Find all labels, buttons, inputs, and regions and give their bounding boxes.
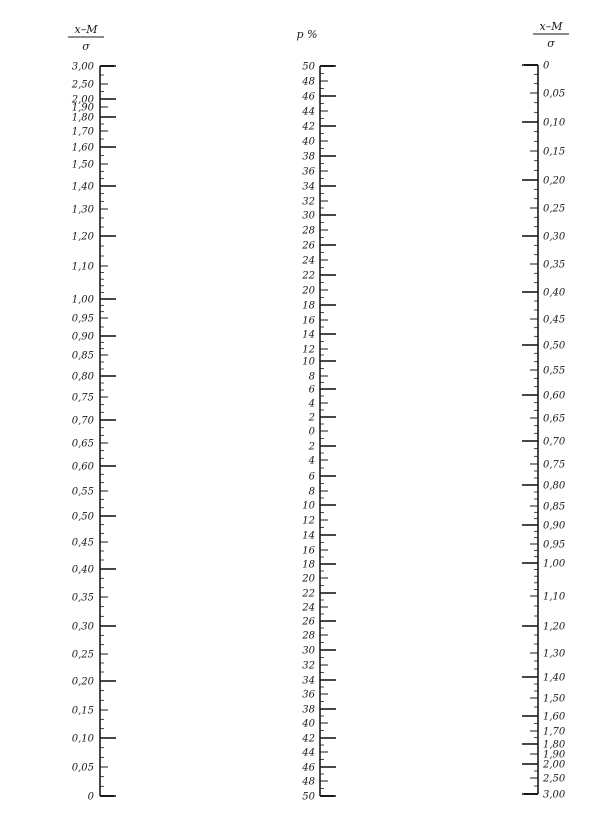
right-scale-tick-label: 3,00 xyxy=(543,789,566,801)
middle-scale-tick-label: 8 xyxy=(308,371,315,383)
middle-scale-tick-label: 38 xyxy=(302,151,315,163)
left-scale-tick-label: 0,50 xyxy=(71,511,94,523)
middle-scale-tick-label: 36 xyxy=(302,689,315,701)
left-header-numerator: x–M xyxy=(74,23,98,36)
middle-scale-tick-label: 38 xyxy=(302,704,315,716)
left-scale-tick-label: 1,30 xyxy=(71,204,94,216)
right-scale-tick-label: 0,25 xyxy=(543,203,566,215)
middle-scale-tick-label: 18 xyxy=(302,300,315,312)
right-scale-header xyxy=(533,20,569,50)
right-scale-tick-label: 0,15 xyxy=(543,146,566,158)
middle-scale-tick-label: 44 xyxy=(302,106,315,118)
middle-scale-tick-label: 6 xyxy=(308,471,315,483)
middle-scale-tick-label: 32 xyxy=(302,196,315,208)
right-scale-tick-label: 2,00 xyxy=(543,759,566,771)
middle-scale-tick-label: 46 xyxy=(302,91,315,103)
middle-scale-tick-label: 26 xyxy=(302,616,315,628)
right-scale-tick-label: 0,05 xyxy=(543,88,566,100)
left-scale-tick-label: 0,35 xyxy=(71,592,94,604)
middle-scale-tick-label: 4 xyxy=(308,455,315,467)
left-scale-tick-label: 1,10 xyxy=(71,261,94,273)
right-scale-tick-label: 0,75 xyxy=(543,459,566,471)
middle-scale-tick-label: 24 xyxy=(302,602,315,614)
middle-scale-tick-label: 14 xyxy=(302,329,315,341)
middle-scale-tick-label: 2 xyxy=(308,412,315,424)
right-scale-tick-label: 0,40 xyxy=(543,287,566,299)
middle-scale-tick-label: 48 xyxy=(302,76,315,88)
middle-scale-tick-label: 40 xyxy=(302,136,315,148)
left-scale-tick-label: 0 xyxy=(87,791,94,803)
left-scale-tick-label: 0,40 xyxy=(71,564,94,576)
left-scale-header xyxy=(68,23,104,53)
right-scale-tick-label: 0 xyxy=(543,60,550,72)
middle-scale-tick-label: 22 xyxy=(302,588,315,600)
left-scale-tick-label: 1,90 xyxy=(71,102,94,114)
left-scale-tick-label: 0,05 xyxy=(71,762,94,774)
right-header-denominator: σ xyxy=(547,37,555,50)
left-scale-tick-label: 0,85 xyxy=(71,350,94,362)
left-scale-tick-label: 0,30 xyxy=(71,621,94,633)
middle-scale-tick-label: 14 xyxy=(302,530,315,542)
left-scale-tick-label: 1,00 xyxy=(71,294,94,306)
middle-scale-tick-label: 26 xyxy=(302,240,315,252)
right-scale-tick-label: 0,60 xyxy=(543,390,566,402)
middle-scale-tick-label: 42 xyxy=(302,733,315,745)
right-scale-tick-label: 1,60 xyxy=(543,711,566,723)
right-scale-tick-label: 0,85 xyxy=(543,501,566,513)
middle-scale-tick-label: 2 xyxy=(308,441,315,453)
right-scale-tick-label: 1,00 xyxy=(543,558,566,570)
middle-scale-tick-label: 10 xyxy=(302,500,315,512)
middle-scale-tick-label: 48 xyxy=(302,776,315,788)
right-scale-tick-label: 1,90 xyxy=(543,749,566,761)
right-header-numerator: x–M xyxy=(539,20,563,33)
middle-scale-tick-label: 6 xyxy=(308,384,315,396)
left-scale-tick-label: 0,80 xyxy=(71,371,94,383)
left-scale-tick-label: 1,50 xyxy=(71,159,94,171)
left-header-denominator: σ xyxy=(82,40,90,53)
middle-scale-tick-label: 10 xyxy=(302,356,315,368)
right-scale-tick-label: 1,50 xyxy=(543,693,566,705)
middle-scale-tick-label: 18 xyxy=(302,559,315,571)
left-scale-tick-label: 0,25 xyxy=(71,649,94,661)
right-scale-tick-label: 1,40 xyxy=(543,672,566,684)
middle-scale xyxy=(301,62,336,803)
middle-scale-tick-label: 44 xyxy=(302,747,315,759)
right-scale-tick-label: 1,10 xyxy=(543,591,566,603)
left-scale-tick-label: 1,70 xyxy=(71,126,94,138)
left-scale-tick-label: 2,00 xyxy=(71,94,94,106)
left-scale-tick-label: 0,70 xyxy=(71,415,94,427)
left-scale-tick-label: 1,40 xyxy=(71,181,94,193)
right-scale-tick-label: 0,30 xyxy=(543,231,566,243)
middle-scale-tick-label: 24 xyxy=(302,255,315,267)
middle-scale-tick-label: 50 xyxy=(302,61,315,73)
middle-header-label: p % xyxy=(296,28,318,41)
left-scale-tick-label: 0,65 xyxy=(71,438,94,450)
middle-scale-tick-label: 32 xyxy=(302,660,315,672)
middle-scale-tick-label: 12 xyxy=(302,515,315,527)
left-scale-tick-label: 1,60 xyxy=(71,142,94,154)
middle-scale-tick-label: 40 xyxy=(302,718,315,730)
middle-scale-tick-label: 30 xyxy=(302,645,315,657)
right-scale-tick-label: 0,70 xyxy=(543,436,566,448)
left-scale-tick-label: 0,10 xyxy=(71,733,94,745)
middle-scale-tick-label: 20 xyxy=(302,573,315,585)
left-scale-tick-label: 0,75 xyxy=(71,392,94,404)
left-scale-tick-label: 0,60 xyxy=(71,461,94,473)
middle-scale-tick-label: 28 xyxy=(302,630,315,642)
right-scale-tick-label: 0,20 xyxy=(543,175,566,187)
right-scale-tick-label: 0,35 xyxy=(543,259,566,271)
middle-scale-tick-label: 8 xyxy=(308,486,315,498)
middle-scale-tick-label: 12 xyxy=(302,344,315,356)
middle-scale-tick-label: 42 xyxy=(302,121,315,133)
left-scale xyxy=(71,62,116,803)
middle-scale-tick-label: 22 xyxy=(302,270,315,282)
middle-scale-tick-label: 50 xyxy=(302,791,315,803)
right-scale-tick-label: 1,20 xyxy=(543,621,566,633)
right-scale-tick-label: 0,45 xyxy=(543,314,566,326)
middle-scale-tick-label: 28 xyxy=(302,225,315,237)
middle-scale-tick-label: 0 xyxy=(308,426,315,438)
left-scale-tick-label: 2,50 xyxy=(71,79,94,91)
right-scale-tick-label: 0,80 xyxy=(543,480,566,492)
right-scale-tick-label: 0,50 xyxy=(543,340,566,352)
middle-scale-tick-label: 36 xyxy=(302,166,315,178)
left-scale-tick-label: 0,45 xyxy=(71,537,94,549)
middle-scale-tick-label: 20 xyxy=(302,285,315,297)
middle-scale-header xyxy=(297,28,318,41)
right-scale-tick-label: 2,50 xyxy=(543,773,566,785)
left-scale-tick-label: 0,20 xyxy=(71,676,94,688)
left-scale-tick-label: 0,55 xyxy=(71,486,94,498)
right-scale-tick-label: 1,70 xyxy=(543,726,566,738)
right-scale-tick-label: 0,90 xyxy=(543,520,566,532)
left-scale-tick-label: 0,95 xyxy=(71,313,94,325)
right-scale-tick-label: 0,65 xyxy=(543,413,566,425)
left-scale-tick-label: 0,90 xyxy=(71,331,94,343)
left-scale-tick-label: 1,20 xyxy=(71,231,94,243)
middle-scale-tick-label: 16 xyxy=(302,545,315,557)
middle-scale-tick-label: 34 xyxy=(302,181,315,193)
middle-scale-tick-label: 16 xyxy=(302,315,315,327)
right-scale-tick-label: 0,55 xyxy=(543,365,566,377)
middle-scale-tick-label: 4 xyxy=(308,398,315,410)
left-scale-tick-label: 1,80 xyxy=(71,112,94,124)
middle-scale-tick-label: 30 xyxy=(302,210,315,222)
right-scale xyxy=(522,61,566,801)
middle-scale-tick-label: 34 xyxy=(302,675,315,687)
right-scale-tick-label: 1,80 xyxy=(543,739,566,751)
right-scale-tick-label: 1,30 xyxy=(543,648,566,660)
left-scale-tick-label: 0,15 xyxy=(71,705,94,717)
right-scale-tick-label: 0,10 xyxy=(543,117,566,129)
right-scale-tick-label: 0,95 xyxy=(543,539,566,551)
left-scale-tick-label: 3,00 xyxy=(71,61,94,73)
middle-scale-tick-label: 46 xyxy=(302,762,315,774)
